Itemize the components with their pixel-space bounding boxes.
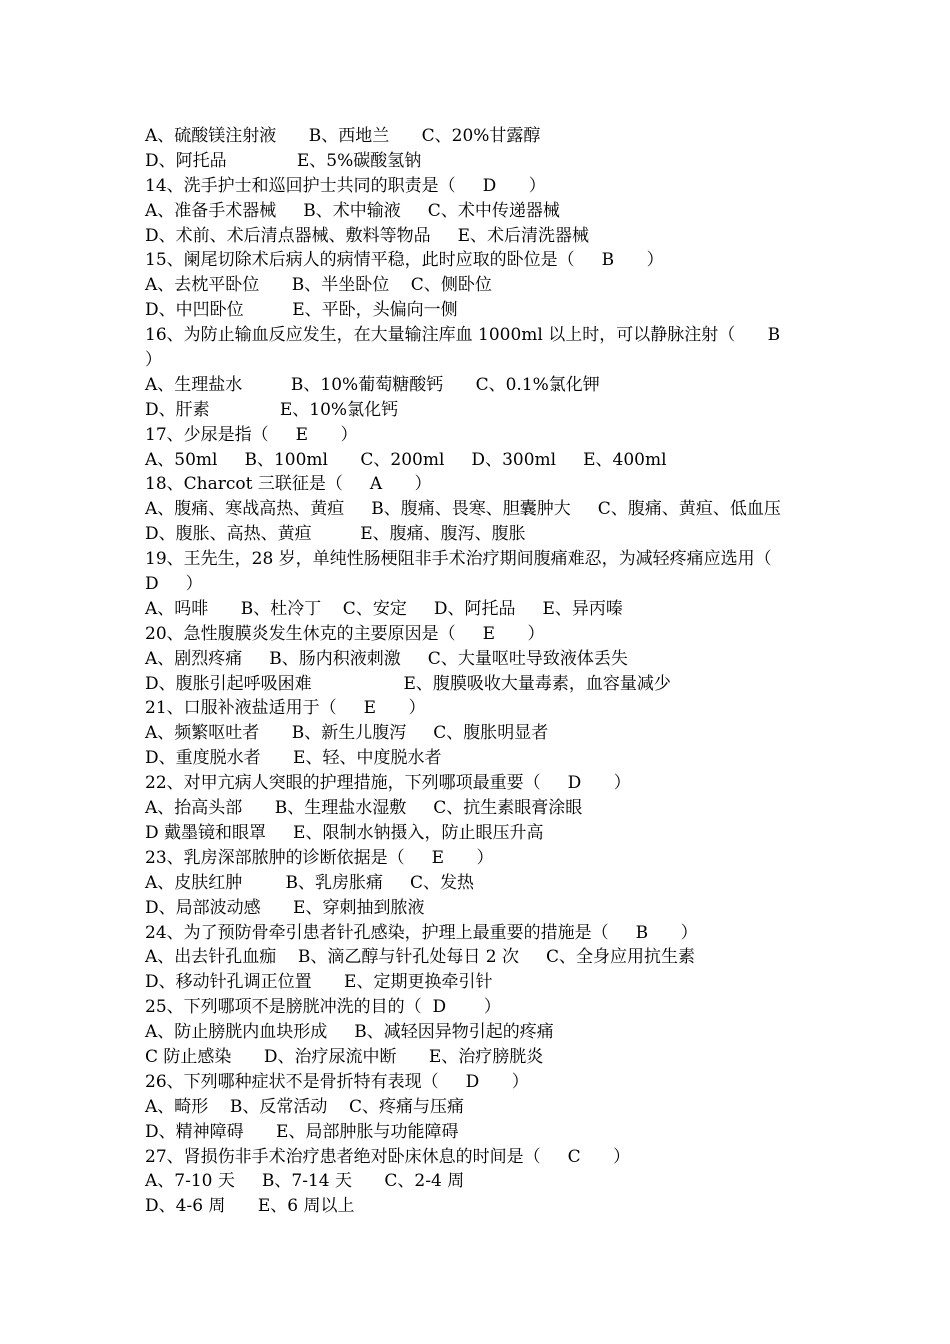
text-line: D ） [145,574,203,595]
text-line: 18、Charcot 三联征是（ A ） [145,474,432,495]
text-line: A、出去针孔血痂 B、滴乙醇与针孔处每日 2 次 C、全身应用抗生素 [145,947,696,968]
text-line: 23、乳房深部脓肿的诊断依据是（ E ） [145,847,494,868]
text-line: D、4-6 周 E、6 周以上 [145,1196,355,1217]
text-line: A、防止膀胱内血块形成 B、减轻因异物引起的疼痛 [145,1022,554,1043]
text-line: 25、下列哪项不是膀胱冲洗的目的（ D ） [145,997,501,1018]
text-line: D、阿托品 E、5%碳酸氢钠 [145,150,422,171]
text-line: A、硫酸镁注射液 B、西地兰 C、20%甘露醇 [145,126,541,146]
text-line: 27、肾损伤非手术治疗患者绝对卧床休息的时间是（ C ） [145,1146,631,1167]
text-line: D、术前、术后清点器械、敷料等物品 E、术后清洗器械 [145,225,590,246]
text-line: 14、洗手护士和巡回护士共同的职责是（ D ） [145,175,546,196]
text-line: D、腹胀引起呼吸困难 E、腹膜吸收大量毒素，血容量减少 [145,673,671,694]
text-line: A、畸形 B、反常活动 C、疼痛与压痛 [145,1096,465,1117]
text-line: ） [145,350,162,371]
text-line: 22、对甲亢病人突眼的护理措施，下列哪项最重要（ D ） [145,773,631,794]
text-line: 19、王先生，28 岁，单纯性肠梗阻非手术治疗期间腹痛难忍，为减轻疼痛应选用（ [145,549,772,570]
text-line: A、频繁呕吐者 B、新生儿腹泻 C、腹胀明显者 [145,723,549,744]
text-line: A、抬高头部 B、生理盐水湿敷 C、抗生素眼膏涂眼 [145,798,583,819]
text-line: A、准备手术器械 B、术中输液 C、术中传递器械 [145,200,560,221]
text-line: D、腹胀、高热、黄疸 E、腹痛、腹泻、腹胀 [145,524,526,545]
text-line: 16、为防止输血反应发生，在大量输注库血 1000ml 以上时，可以静脉注射（ B [145,325,781,346]
text-line: 20、急性腹膜炎发生休克的主要原因是（ E ） [145,623,545,644]
text-line: D、移动针孔调正位置 E、定期更换牵引针 [145,972,493,993]
text-line: 24、为了预防骨牵引患者针孔感染，护理上最重要的措施是（ B ） [145,922,698,943]
text-line: 21、口服补液盐适用于（ E ） [145,698,426,719]
text-line: A、去枕平卧位 B、半坐卧位 C、侧卧位 [145,275,492,296]
text-line: 17、少尿是指（ E ） [145,424,358,445]
text-line: A、生理盐水 B、10%葡萄糖酸钙 C、0.1%氯化钾 [145,374,600,395]
text-line: 26、下列哪种症状不是骨折特有表现（ D ） [145,1071,529,1092]
text-line: A、50ml B、100ml C、200ml D、300ml E、400ml [145,449,667,470]
document-body [145,124,815,1219]
text-line: A、剧烈疼痛 B、肠内积液刺激 C、大量呕吐导致液体丢失 [145,648,628,669]
text-line: D、局部波动感 E、穿刺抽到脓液 [145,897,425,918]
text-line: D、精神障碍 E、局部肿胀与功能障碍 [145,1121,459,1142]
text-line: D、肝素 E、10%氯化钙 [145,399,399,420]
text-line: D 戴墨镜和眼罩 E、限制水钠摄入，防止眼压升高 [145,822,544,843]
text-line: A、7-10 天 B、7-14 天 C、2-4 周 [145,1171,465,1192]
text-line: A、腹痛、寒战高热、黄疸 B、腹痛、畏寒、胆囊肿大 C、腹痛、黄疸、低血压 [145,499,781,520]
text-line: 15、阑尾切除术后病人的病情平稳，此时应取的卧位是（ B ） [145,250,664,271]
text-line: D、中凹卧位 E、平卧，头偏向一侧 [145,300,458,321]
text-line: A、皮肤红肿 B、乳房胀痛 C、发热 [145,872,475,893]
text-line: C 防止感染 D、治疗尿流中断 E、治疗膀胱炎 [145,1046,544,1067]
text-line: A、吗啡 B、杜冷丁 C、安定 D、阿托品 E、异丙嗪 [145,598,623,619]
text-line: D、重度脱水者 E、轻、中度脱水者 [145,748,442,769]
